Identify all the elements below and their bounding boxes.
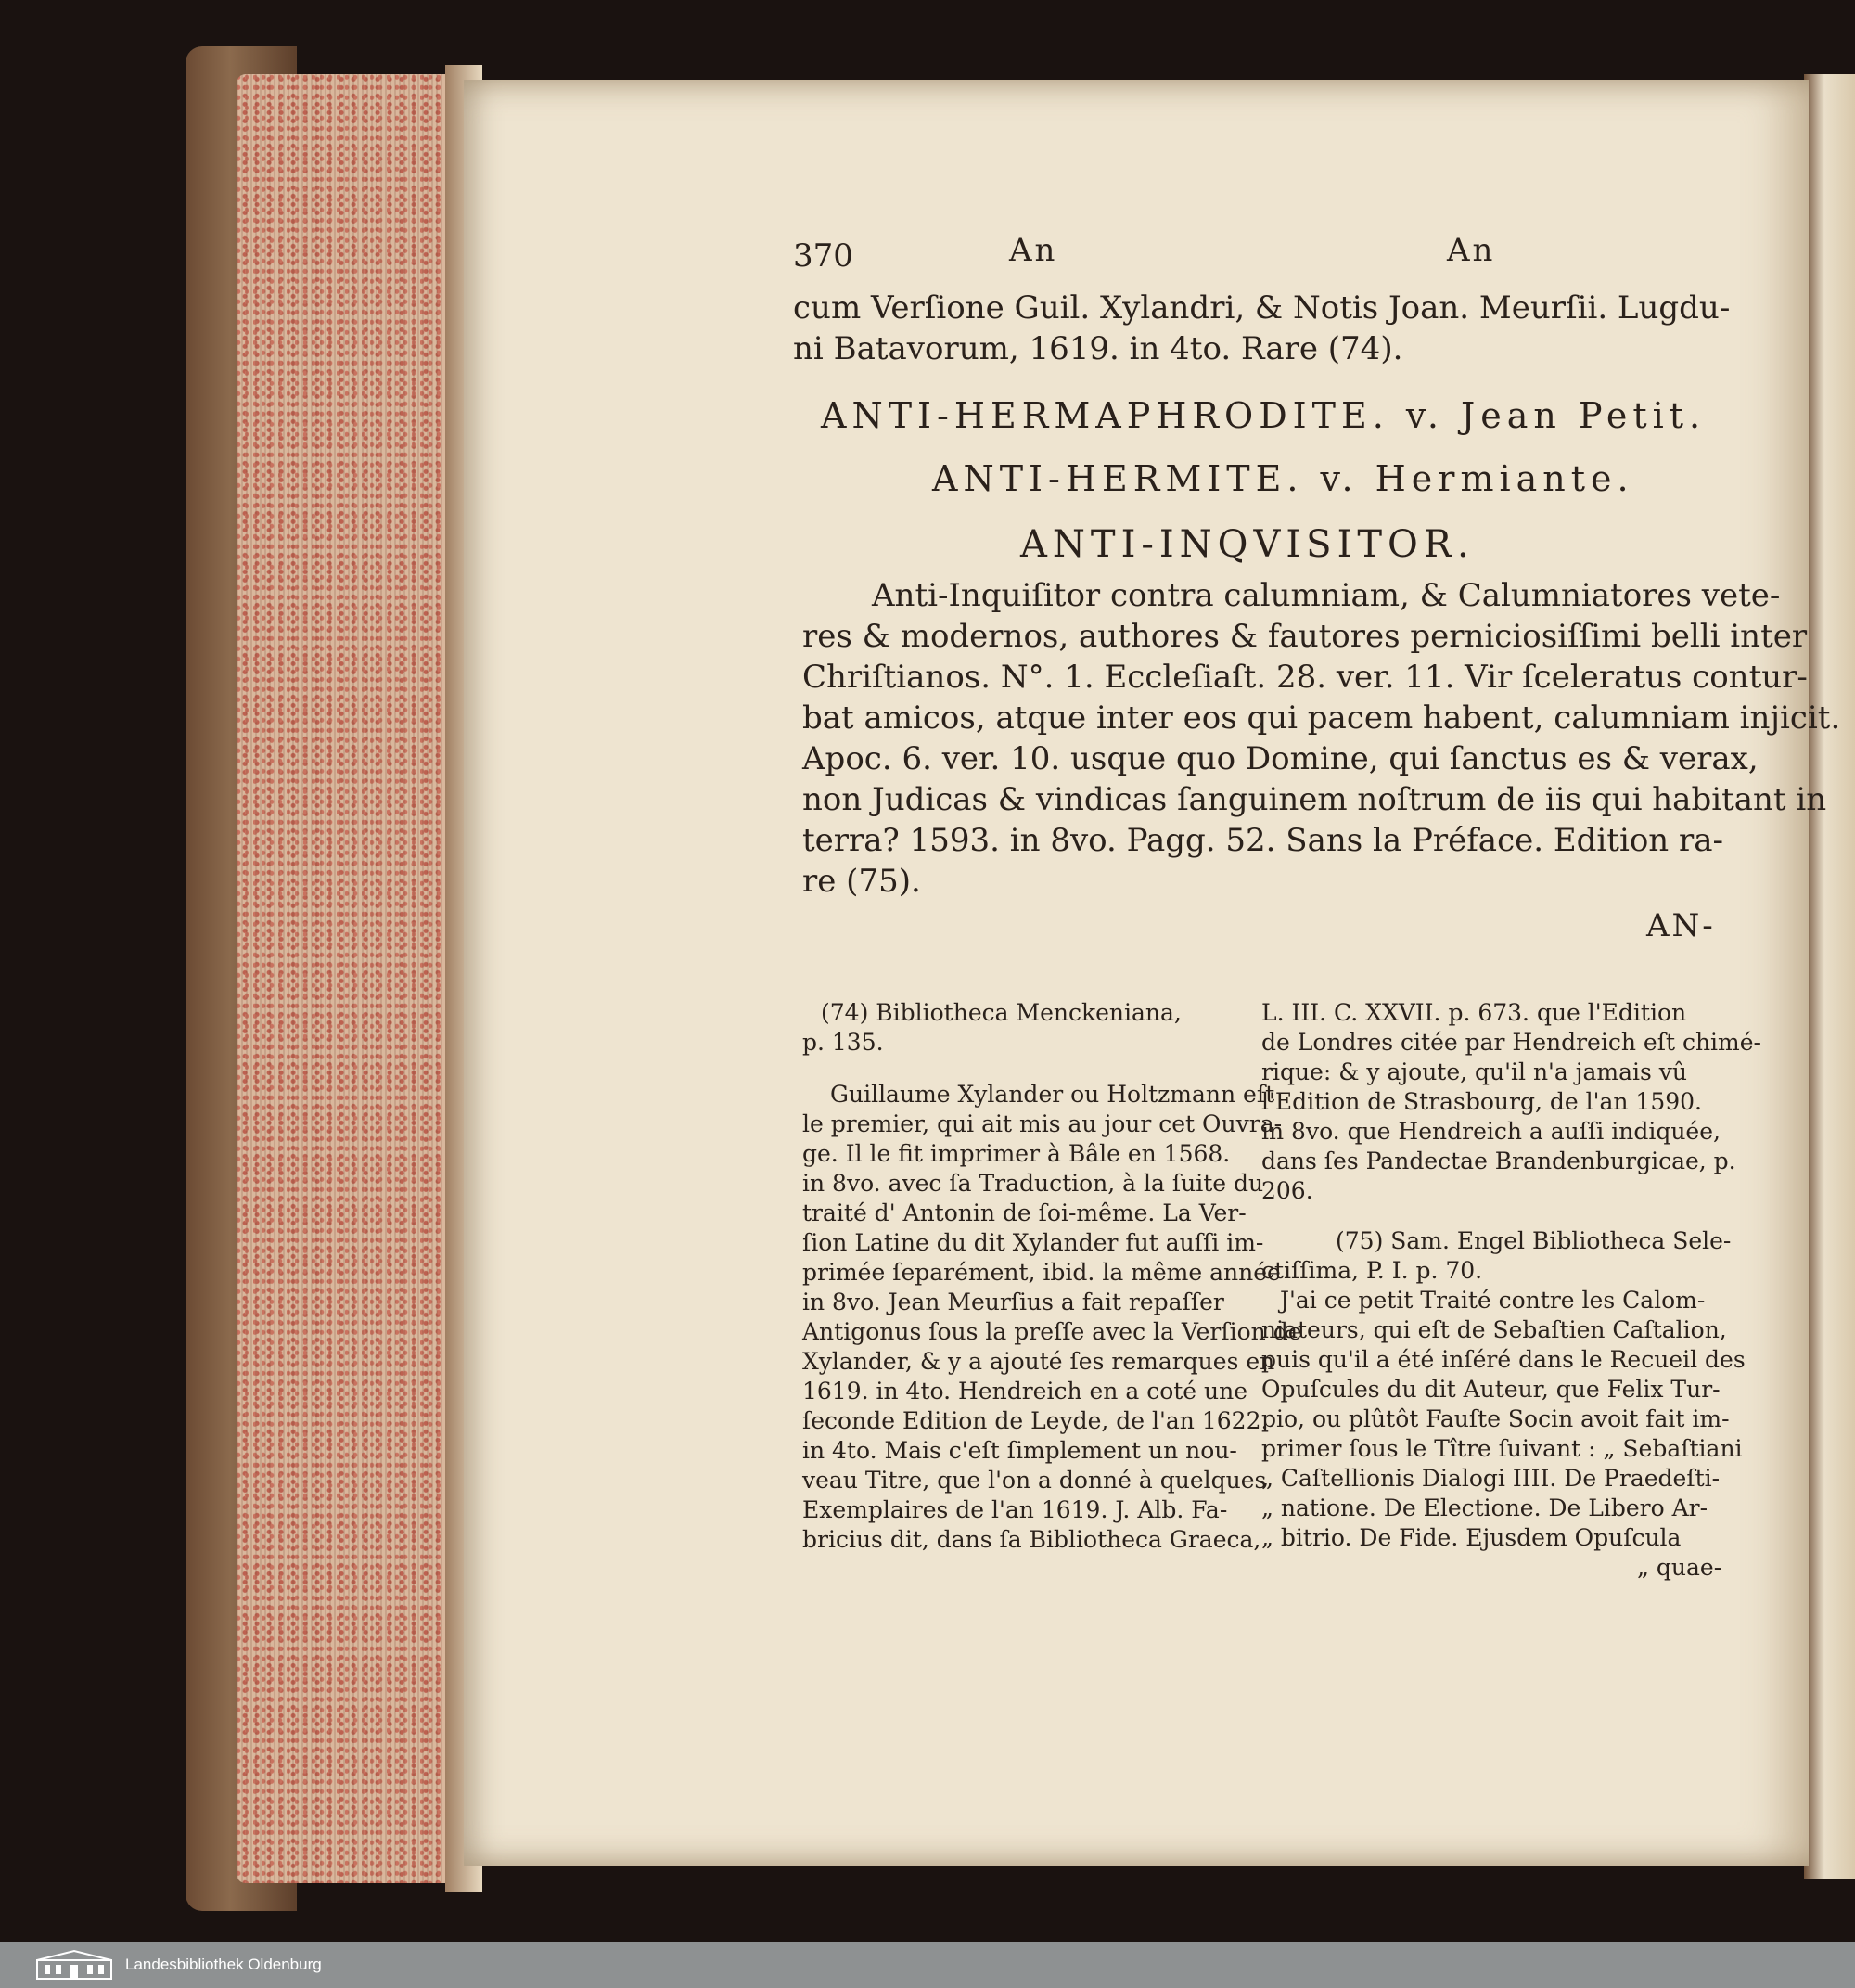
footnote-line: de Londres citée par Hendreich eſt chimé- [1261, 1029, 1761, 1056]
footnote-line: ſeconde Edition de Leyde, de l'an 1622. [802, 1407, 1269, 1434]
library-building-icon [35, 1949, 113, 1981]
footnote-line: traité d' Antonin de ſoi-même. La Ver- [802, 1199, 1247, 1226]
library-name: Landesbibliothek Oldenburg [125, 1956, 322, 1973]
page-number: 370 [793, 237, 853, 275]
footnote-line: „ bitrio. De Fide. Ejusdem Opuſcula [1261, 1524, 1682, 1551]
footnote-line: Xylander, & y a ajouté ſes remarques en [802, 1348, 1275, 1375]
footnote-line: rique: & y ajoute, qu'il n'a jamais vû [1261, 1058, 1688, 1085]
footnote-line: (75) Sam. Engel Bibliotheca Sele- [1336, 1227, 1732, 1254]
footnote-line: niateurs, qui eſt de Sebaſtien Caſtalion, [1261, 1316, 1727, 1343]
footnote-line: Opuſcules du dit Auteur, que Felix Tur- [1261, 1376, 1721, 1403]
text-line: ni Batavorum, 1619. in 4to. Rare (74). [793, 330, 1403, 367]
entry-heading: ANTI-HERMITE. v. Hermiante. [932, 458, 1634, 499]
page-edges-speckled [237, 74, 464, 1883]
footnote-line: „ Caſtellionis Dialogi IIII. De Praedeſti- [1261, 1465, 1721, 1492]
body-line: res & modernos, authores & fautores perniciosiſſimi belli inter [802, 618, 1808, 655]
footnote-line: primer ſous le Tître ſuivant : „ Sebaſtiani [1261, 1435, 1743, 1462]
footnote-line: ge. Il le fit imprimer à Bâle en 1568. [802, 1140, 1231, 1167]
footnote-line: Antigonus ſous la preſſe avec la Verſion de [802, 1318, 1302, 1345]
body-line: bat amicos, atque inter eos qui pacem habent, calumniam injicit. [802, 699, 1841, 737]
footnote-line: veau Titre, que l'on a donné à quelques [802, 1467, 1267, 1494]
footnote-line: le premier, qui ait mis au jour cet Ouvra- [802, 1110, 1283, 1137]
footnote-line: dans ſes Pandectae Brandenburgicae, p. [1261, 1148, 1736, 1174]
body-line: re (75). [802, 863, 921, 900]
body-line: Anti-Inquiſitor contra calumniam, & Calumniatores vete- [872, 577, 1781, 614]
body-line: Chriſtianos. N°. 1. Eccleſiaſt. 28. ver. 11. Vir ſceleratus contur- [802, 659, 1808, 696]
text-line: cum Verſione Guil. Xylandri, & Notis Joan. Meurſii. Lugdu- [793, 289, 1731, 327]
footnote-line: 1619. in 4to. Hendreich en a coté une [802, 1378, 1248, 1404]
footnote-line: in 8vo. Jean Meurſius a fait repaſſer [802, 1289, 1224, 1315]
footnote-line: in 4to. Mais c'eſt ſimplement un nou- [802, 1437, 1237, 1464]
footnote-catchword: „ quae- [1637, 1554, 1722, 1581]
entry-heading: ANTI-INQVISITOR. [1020, 523, 1475, 566]
footnote-line: primée ſeparément, ibid. la même année [802, 1259, 1281, 1286]
footnote-line: 206. [1261, 1177, 1313, 1204]
footnote-line: l'Edition de Strasbourg, de l'an 1590. [1261, 1088, 1702, 1115]
footnote-line: p. 135. [802, 1029, 884, 1056]
footnote-line: in 8vo. avec ſa Traduction, à la ſuite du [802, 1170, 1264, 1197]
footnote-line: „ natione. De Electione. De Libero Ar- [1261, 1494, 1708, 1521]
body-line: Apoc. 6. ver. 10. usque quo Domine, qui ſanctus es & verax, [802, 740, 1759, 777]
catchword: AN- [1646, 907, 1716, 944]
footnote-line: bricius dit, dans ſa Bibliotheca Graeca, [802, 1526, 1261, 1553]
body-line: non Judicas & vindicas ſanguinem noſtrum de iis qui habitant in [802, 781, 1827, 818]
footnote-line: (74) Bibliotheca Menckeniana, [821, 999, 1182, 1026]
footnote-line: L. III. C. XXVII. p. 673. que l'Edition [1261, 999, 1687, 1026]
footnote-line: pio, ou plûtôt Fauſte Socin avoit fait im- [1261, 1405, 1730, 1432]
footnote-line: Exemplaires de l'an 1619. J. Alb. Fa- [802, 1496, 1228, 1523]
book-page [464, 80, 1841, 1866]
footnote-line: Guillaume Xylander ou Holtzmann eſt [830, 1081, 1275, 1108]
body-line: terra? 1593. in 8vo. Pagg. 52. Sans la Préface. Edition ra- [802, 822, 1724, 859]
facing-page-sliver [1804, 74, 1855, 1879]
footnote-line: ſion Latine du dit Xylander fut auſſi im- [802, 1229, 1264, 1256]
entry-heading: ANTI-HERMAPHRODITE. v. Jean Petit. [821, 395, 1707, 436]
running-head-right: An [1447, 232, 1496, 269]
footnote-line: in 8vo. que Hendreich a auſſi indiquée, [1261, 1118, 1721, 1145]
footnote-line: J'ai ce petit Traité contre les Calom- [1280, 1287, 1706, 1314]
footnote-line: ctiſſima, P. I. p. 70. [1261, 1257, 1483, 1284]
running-head-left: An [1009, 232, 1058, 269]
footnote-line: puis qu'il a été inſéré dans le Recueil des [1261, 1346, 1746, 1373]
